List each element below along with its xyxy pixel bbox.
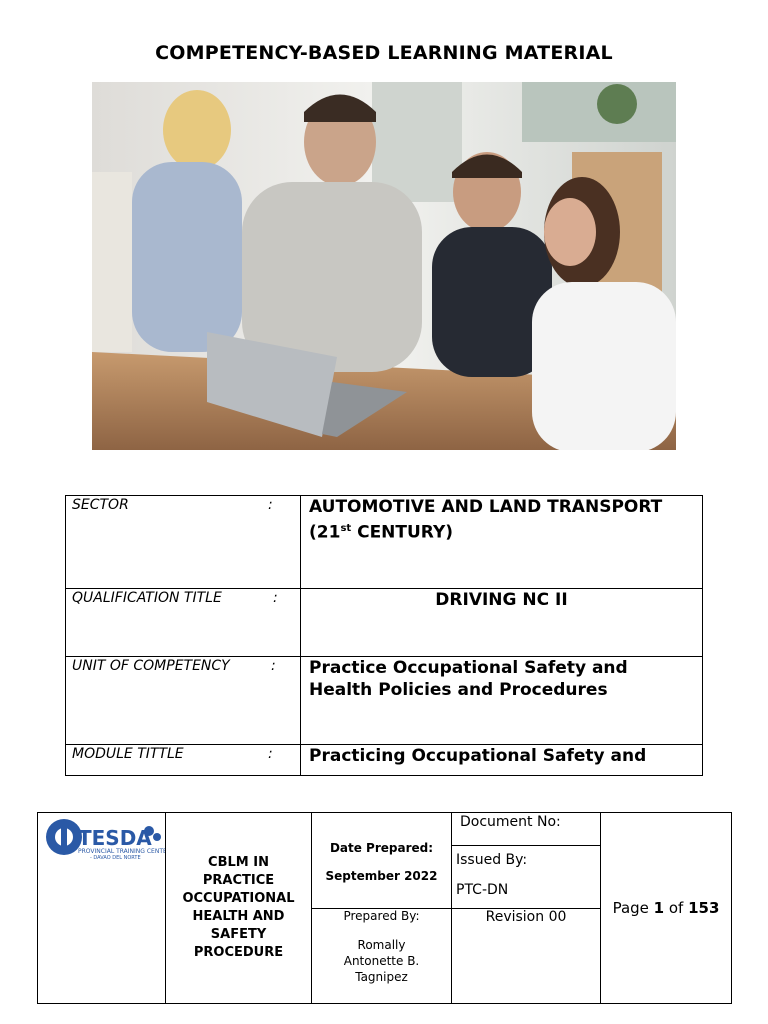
tesda-logo — [38, 813, 165, 873]
module-label: MODULE TITTLE — [72, 746, 184, 762]
colon: : — [268, 746, 273, 762]
colon: : — [273, 590, 278, 606]
date-prepared-label: Date Prepared: — [329, 841, 434, 855]
prepared-by-cell — [312, 909, 452, 1004]
unit-label: UNIT OF COMPETENCY — [72, 658, 230, 674]
sector-row — [66, 496, 703, 589]
document-footer — [37, 812, 732, 1004]
cblm-title: CBLM IN PRACTICE OCCUPATIONAL HEALTH AND SAFETY PROCEDURE — [166, 813, 312, 1004]
qualification-label: QUALIFICATION TITLE — [72, 590, 222, 606]
svg-text:- DAVAO DEL NORTE: - DAVAO DEL NORTE — [90, 855, 141, 861]
logo-cell — [38, 813, 166, 1004]
sector-value: AUTOMOTIVE AND LAND TRANSPORT (21st CENTURY) — [301, 496, 703, 589]
issued-by-cell — [452, 846, 601, 909]
prepared-by-name: Romally Antonette B. Tagnipez — [343, 938, 420, 984]
revision-cell: Revision 00 — [452, 909, 601, 1004]
unit-row — [66, 657, 703, 745]
qualification-value: DRIVING NC II — [301, 589, 703, 657]
date-prepared-value: September 2022 — [325, 869, 438, 883]
prepared-by-label: Prepared By: — [343, 909, 420, 923]
qualification-row — [66, 589, 703, 657]
module-value: Practicing Occupational Safety and — [301, 745, 703, 776]
colon: : — [268, 497, 273, 513]
unit-value: Practice Occupational Safety and Health Policies and Procedures — [301, 657, 703, 745]
date-prepared-cell — [312, 813, 452, 909]
module-row — [66, 745, 703, 776]
issued-by-label: Issued By: — [456, 852, 528, 868]
page-info: Page 1 of 153 — [601, 813, 732, 1004]
svg-text:PROVINCIAL TRAINING CENTER: PROVINCIAL TRAINING CENTER — [78, 848, 165, 855]
sector-label: SECTOR — [72, 497, 129, 513]
svg-text:TESDA: TESDA — [78, 826, 152, 850]
colon: : — [271, 658, 276, 674]
module-info-table — [65, 495, 703, 776]
document-no-label: Document No: — [452, 813, 601, 846]
document-title: COMPETENCY-BASED LEARNING MATERIAL — [155, 42, 613, 64]
cover-photo — [92, 82, 676, 450]
issued-by-value: PTC-DN — [456, 882, 509, 898]
